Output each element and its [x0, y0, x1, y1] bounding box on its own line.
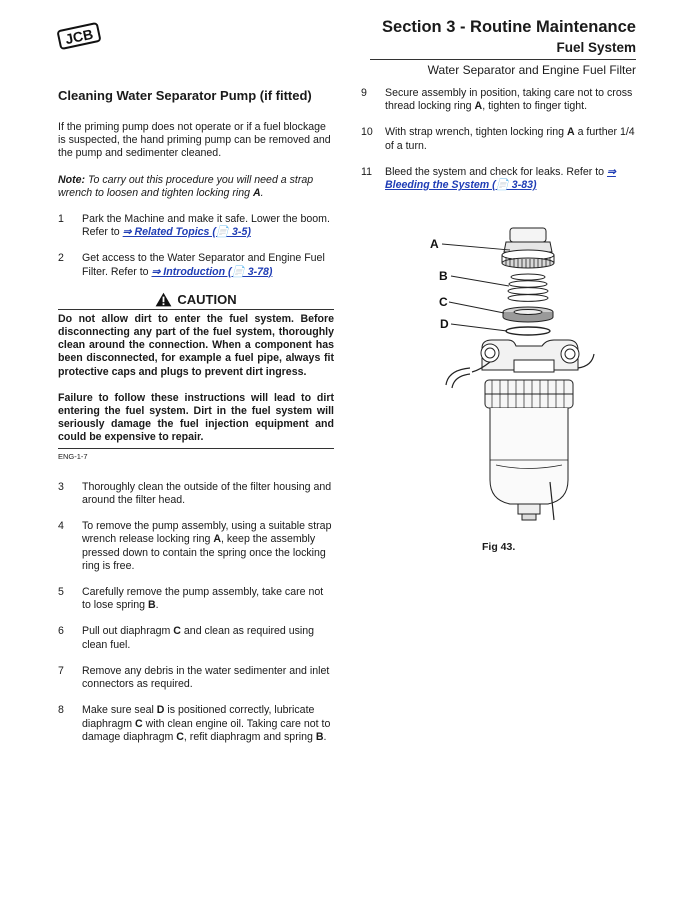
step-2 [58, 252, 334, 278]
pump-cap [510, 228, 546, 242]
step-number: 10 [361, 126, 373, 139]
step-8: 8 Make sure seal D is positioned correctly, lubricate diaphragm C with clean engine oil. Taking care not to damage diaphragm C, refit diaphragm and spring B. [58, 704, 331, 743]
note-label: Note: [58, 173, 86, 186]
step-text: Remove any debris in the water sedimenter and inlet connectors as required. [82, 664, 330, 691]
intro-paragraph: If the priming pump does not operate or if a fuel blockage is suspected, the hand priming pump can be removed and the pump and sedimenter cleaned. [58, 121, 331, 160]
note-paragraph: Note: To carry out this procedure you will need a strap wrench to loosen and tighten locking ring A. [58, 173, 314, 199]
label-a: A [430, 237, 439, 251]
step-1 [58, 213, 334, 239]
step-number: 8 [58, 704, 64, 717]
introduction-link[interactable]: ⇒ Introduction (📄 3-78) [151, 265, 273, 278]
step-text: Bleed the system and check for leaks. Refer to [385, 165, 605, 178]
step-4: 4 To remove the pump assembly, using a suitable strap wrench release locking ring A, keep the assembly pressed down to contain the spring once the locking ring is free. [58, 520, 332, 572]
step-number: 6 [58, 625, 64, 638]
step-number: 4 [58, 520, 64, 533]
warning-icon [155, 292, 172, 307]
header-rule [370, 59, 636, 60]
step-number: 3 [58, 480, 64, 493]
section-title: Section 3 - Routine Maintenance [382, 18, 636, 36]
step-text: Thoroughly clean the outside of the filter housing and around the filter head. [82, 480, 332, 507]
step-9: 9 Secure assembly in position, taking care not to cross thread locking ring A, tighten to finger tight. [361, 87, 633, 113]
caution-code: ENG-1-7 [58, 448, 334, 463]
left-column [58, 88, 334, 757]
note-ref: A [252, 186, 261, 199]
figure-caption: Fig 43. [482, 541, 516, 553]
caution-body [58, 313, 334, 445]
step-5: 5 Carefully remove the pump assembly, take care not to lose spring B. [58, 586, 324, 612]
step-7 [58, 665, 334, 691]
step-text: Get access to the Water Separator and Engine Fuel Filter. Refer to [82, 252, 325, 278]
procedure-heading: Cleaning Water Separator Pump (if fitted) [58, 88, 312, 103]
topic-title: Water Separator and Engine Fuel Filter [427, 63, 636, 77]
water-separator-figure [430, 220, 600, 530]
step-text: Park the Machine and make it safe. Lower the boom. Refer to [82, 213, 330, 239]
step-11 [361, 166, 636, 192]
step-6: 6 Pull out diaphragm C and clean as required using clean fuel. [58, 625, 315, 651]
spring-b [508, 274, 548, 301]
caution-paragraph-2: Failure to follow these instructions will lead to dirt entering the fuel system. Dirt in the fuel system will seriously damage the fuel injection equipment and could be expensive to repair. [58, 391, 334, 444]
bleeding-system-link[interactable]: ⇒ Bleeding the System (📄 3-83) [385, 165, 616, 192]
step-number: 2 [58, 252, 64, 265]
step-number: 11 [361, 165, 372, 178]
label-c: C [439, 295, 448, 309]
step-10: 10 With strap wrench, tighten locking ring A a further 1/4 of a turn. [361, 126, 635, 152]
caution-label: CAUTION [177, 291, 237, 307]
step-number: 9 [361, 87, 367, 99]
right-column [361, 87, 636, 205]
note-text: To carry out this procedure you will need a strap wrench to loosen and tighten locking ring [58, 173, 314, 199]
step-number: 7 [58, 664, 64, 677]
step-3 [58, 481, 334, 507]
caution-paragraph-1: Do not allow dirt to enter the fuel system. Before disconnecting any part of the fuel system, thoroughly clean around the connection. When a component has been disconnected, for example a fuel pipe, always fit protective caps and plugs to prevent dirt ingress. [58, 312, 334, 378]
step-number: 5 [58, 586, 64, 599]
logo-text: JCB [63, 25, 95, 48]
caution-title [58, 292, 334, 310]
jcb-logo [56, 22, 102, 50]
step-number: 1 [58, 213, 64, 226]
related-topics-link[interactable]: ⇒ Related Topics (📄 3-5) [122, 226, 251, 239]
label-b: B [439, 269, 448, 283]
label-d: D [440, 317, 449, 331]
subsection-title: Fuel System [556, 40, 636, 55]
seal-d [506, 327, 550, 335]
